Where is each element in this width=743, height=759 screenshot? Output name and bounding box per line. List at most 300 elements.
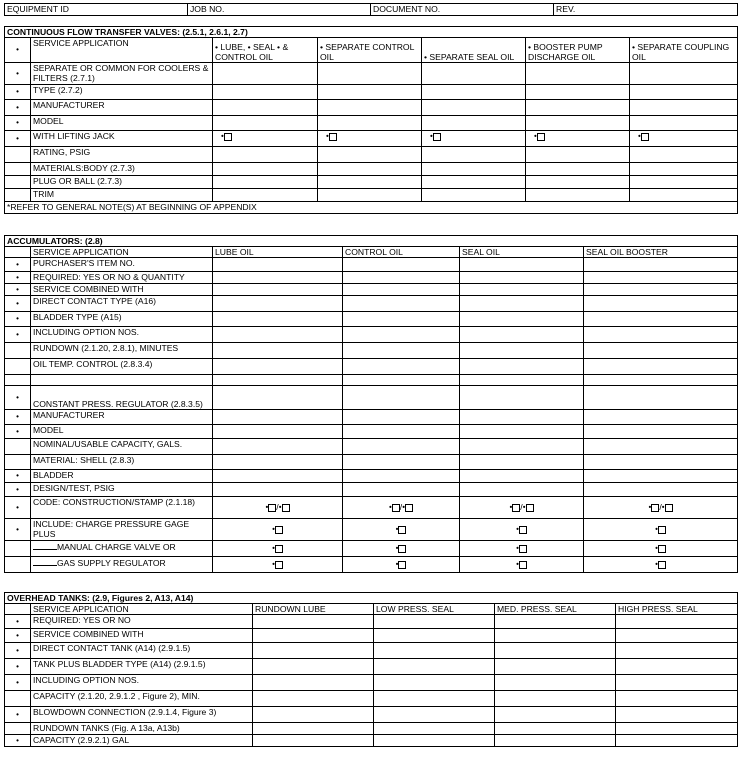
bullet: • — [326, 131, 329, 141]
input-cell[interactable] — [343, 483, 460, 497]
input-cell[interactable] — [213, 410, 343, 425]
acc-row-label: OIL TEMP. CONTROL (2.8.3.4) — [31, 359, 213, 375]
input-cell[interactable] — [213, 258, 343, 272]
ot-row-label: TANK PLUS BLADDER TYPE (A14) (2.9.1.5) — [31, 659, 253, 675]
input-cell[interactable] — [526, 116, 630, 131]
accumulators-title: ACCUMULATORS: (2.8) — [5, 236, 738, 247]
input-cell[interactable] — [343, 343, 460, 359]
cftv-row-label: RATING, PSIG — [31, 147, 213, 163]
input-cell[interactable] — [253, 735, 374, 747]
ot-col-high-press-seal: HIGH PRESS. SEAL — [616, 604, 738, 615]
checkbox[interactable] — [519, 561, 527, 569]
cftv-col-separate-coupling: • SEPARATE COUPLING OIL — [630, 38, 738, 63]
bullet: • — [5, 410, 31, 425]
input-cell[interactable] — [460, 410, 584, 425]
input-cell[interactable] — [318, 163, 422, 176]
input-cell[interactable] — [630, 147, 738, 163]
input-cell[interactable] — [616, 615, 738, 629]
bullet: • — [388, 502, 392, 512]
input-cell[interactable] — [253, 691, 374, 707]
bullet: • — [395, 524, 399, 534]
input-cell[interactable] — [253, 723, 374, 735]
input-cell[interactable] — [630, 189, 738, 202]
blank-line[interactable] — [33, 541, 57, 550]
bullet: • — [395, 559, 399, 569]
acc-row-label: DIRECT CONTACT TYPE (A16) — [31, 296, 213, 312]
valve-cell[interactable] — [584, 541, 738, 557]
input-cell[interactable] — [630, 163, 738, 176]
bullet: • — [278, 502, 282, 512]
acc-row-label: NOMINAL/USABLE CAPACITY, GALS. — [31, 439, 213, 455]
checkbox[interactable] — [641, 133, 649, 141]
ot-service-application: SERVICE APPLICATION — [31, 604, 253, 615]
input-cell[interactable] — [495, 615, 616, 629]
input-cell[interactable] — [343, 386, 460, 410]
input-cell[interactable] — [343, 375, 460, 386]
input-cell[interactable] — [460, 312, 584, 327]
cftv-row-label: PLUG OR BALL (2.7.3) — [31, 176, 213, 189]
bullet: • — [221, 131, 224, 141]
acc-col-lube-oil: LUBE OIL — [213, 247, 343, 258]
input-cell[interactable] — [318, 85, 422, 100]
input-cell[interactable] — [460, 439, 584, 455]
equipment-id-label: EQUIPMENT ID — [7, 4, 69, 14]
input-cell[interactable] — [318, 100, 422, 116]
input-cell[interactable] — [213, 483, 343, 497]
input-cell[interactable] — [213, 272, 343, 284]
input-cell[interactable] — [495, 691, 616, 707]
lifting-jack-cell[interactable] — [213, 131, 318, 147]
input-cell[interactable] — [343, 272, 460, 284]
bullet: • — [265, 502, 269, 512]
gage-cell[interactable] — [343, 519, 460, 541]
input-cell[interactable] — [616, 675, 738, 691]
input-cell[interactable] — [460, 455, 584, 470]
input-cell[interactable] — [213, 439, 343, 455]
bullet: • — [430, 131, 433, 141]
input-cell[interactable] — [213, 425, 343, 439]
bullet: • — [522, 502, 526, 512]
bullet: • — [655, 524, 658, 534]
input-cell[interactable] — [343, 425, 460, 439]
input-cell[interactable] — [526, 189, 630, 202]
code-stamp-cell[interactable]: • /• — [460, 497, 584, 519]
bullet: • — [5, 258, 31, 272]
bullet: • — [272, 543, 275, 553]
bullet: • — [272, 524, 275, 534]
acc-row-label: MATERIAL: SHELL (2.8.3) — [31, 455, 213, 470]
ot-row-label: CAPACITY (2.9.2.1) GAL — [31, 735, 253, 747]
gage-cell[interactable] — [213, 519, 343, 541]
input-cell[interactable] — [343, 455, 460, 470]
checkbox[interactable] — [405, 504, 413, 512]
input-cell[interactable] — [253, 615, 374, 629]
bullet: • — [5, 272, 31, 284]
input-cell[interactable] — [422, 85, 526, 100]
input-cell[interactable] — [460, 284, 584, 296]
checkbox[interactable] — [537, 133, 545, 141]
input-cell[interactable] — [318, 176, 422, 189]
acc-row-label: INCLUDING OPTION NOS. — [31, 327, 213, 343]
input-cell[interactable] — [213, 296, 343, 312]
input-cell[interactable] — [253, 707, 374, 723]
ot-row-label: CAPACITY (2.1.20, 2.9.1.2 , Figure 2), MIN. — [31, 691, 253, 707]
input-cell[interactable] — [422, 116, 526, 131]
input-cell[interactable] — [584, 284, 738, 296]
input-cell[interactable] — [374, 723, 495, 735]
input-cell[interactable] — [374, 735, 495, 747]
checkbox[interactable] — [392, 504, 400, 512]
ot-row-label: BLOWDOWN CONNECTION (2.9.1.4, Figure 3) — [31, 707, 253, 723]
input-cell[interactable] — [526, 163, 630, 176]
input-cell[interactable] — [213, 189, 318, 202]
input-cell[interactable] — [422, 189, 526, 202]
bullet: • — [638, 131, 641, 141]
checkbox[interactable] — [519, 526, 527, 534]
bullet: • — [5, 659, 31, 675]
input-cell[interactable] — [584, 386, 738, 410]
cftv-col-booster-pump: • BOOSTER PUMP DISCHARGE OIL — [526, 38, 630, 63]
input-cell[interactable] — [374, 659, 495, 675]
code-stamp-cell[interactable]: • /• — [584, 497, 738, 519]
cftv-title: CONTINUOUS FLOW TRANSFER VALVES: (2.5.1, 2.6.1, 2.7) — [5, 27, 738, 38]
input-cell[interactable] — [213, 147, 318, 163]
regulator-cell[interactable] — [343, 557, 460, 573]
document-no-field[interactable] — [371, 4, 554, 16]
input-cell[interactable] — [213, 163, 318, 176]
input-cell[interactable] — [584, 327, 738, 343]
input-cell[interactable] — [526, 147, 630, 163]
acc-row-label: PURCHASER'S ITEM NO. — [31, 258, 213, 272]
cftv-row-label: TRIM — [31, 189, 213, 202]
checkbox[interactable] — [658, 545, 666, 553]
input-cell[interactable] — [584, 296, 738, 312]
bullet: • — [5, 643, 31, 659]
input-cell[interactable] — [495, 723, 616, 735]
input-cell[interactable] — [343, 470, 460, 483]
bullet: • — [5, 615, 31, 629]
input-cell[interactable] — [584, 425, 738, 439]
input-cell[interactable] — [318, 147, 422, 163]
input-cell[interactable] — [213, 284, 343, 296]
regulator-cell[interactable] — [584, 557, 738, 573]
cftv-col-separate-seal: • SEPARATE SEAL OIL — [422, 38, 526, 63]
regulator-cell[interactable] — [460, 557, 584, 573]
input-cell[interactable] — [495, 735, 616, 747]
ot-col-med-press-seal: MED. PRESS. SEAL — [495, 604, 616, 615]
bullet: • — [509, 502, 513, 512]
bullet: • — [5, 386, 31, 410]
input-cell[interactable] — [526, 85, 630, 100]
input-cell[interactable] — [253, 659, 374, 675]
input-cell[interactable] — [213, 386, 343, 410]
bullet: • — [5, 100, 31, 116]
input-cell[interactable] — [343, 296, 460, 312]
input-cell[interactable] — [630, 176, 738, 189]
job-no-label: JOB NO. — [190, 4, 225, 14]
input-cell[interactable] — [374, 615, 495, 629]
input-cell[interactable] — [460, 296, 584, 312]
accumulators-table — [4, 235, 738, 573]
overhead-tanks-table — [4, 592, 738, 747]
acc-col-seal-oil-booster: SEAL OIL BOOSTER — [584, 247, 738, 258]
blank-line[interactable] — [33, 557, 57, 566]
rev-field[interactable] — [554, 4, 738, 16]
input-cell[interactable] — [584, 312, 738, 327]
checkbox[interactable] — [275, 545, 283, 553]
input-cell[interactable] — [616, 659, 738, 675]
input-cell[interactable] — [616, 723, 738, 735]
input-cell[interactable] — [213, 312, 343, 327]
input-cell[interactable] — [584, 272, 738, 284]
ot-row-label: RUNDOWN TANKS (Fig. A 13a, A13b) — [31, 723, 253, 735]
ot-row-label: SERVICE COMBINED WITH — [31, 629, 253, 643]
input-cell[interactable] — [460, 470, 584, 483]
valve-cell[interactable] — [213, 541, 343, 557]
bullet: • — [5, 707, 31, 723]
input-cell[interactable] — [213, 327, 343, 343]
input-cell[interactable] — [526, 176, 630, 189]
input-cell[interactable] — [253, 643, 374, 659]
input-cell[interactable] — [213, 343, 343, 359]
bullet: • — [5, 38, 31, 63]
ot-row-label: DIRECT CONTACT TANK (A14) (2.9.1.5) — [31, 643, 253, 659]
input-cell[interactable] — [343, 410, 460, 425]
acc-row-label — [31, 375, 213, 386]
input-cell[interactable] — [616, 629, 738, 643]
bullet: • — [5, 735, 31, 747]
input-cell[interactable] — [584, 470, 738, 483]
checkbox[interactable] — [519, 545, 527, 553]
ot-row-label: REQUIRED: YES OR NO — [31, 615, 253, 629]
acc-row-label: SERVICE COMBINED WITH — [31, 284, 213, 296]
acc-row-label: MANUFACTURER — [31, 410, 213, 425]
input-cell[interactable] — [213, 455, 343, 470]
input-cell[interactable] — [616, 643, 738, 659]
input-cell[interactable] — [318, 63, 422, 85]
input-cell[interactable] — [213, 63, 318, 85]
input-cell[interactable] — [374, 675, 495, 691]
checkbox[interactable] — [395, 543, 406, 553]
checkbox[interactable] — [395, 559, 406, 569]
bullet: • — [5, 675, 31, 691]
header-table — [4, 3, 738, 16]
acc-row-label-cell — [31, 541, 213, 557]
input-cell[interactable] — [495, 643, 616, 659]
bullet: • — [5, 116, 31, 131]
acc-row-label: RUNDOWN (2.1.20, 2.8.1), MINUTES — [31, 343, 213, 359]
input-cell[interactable] — [213, 375, 343, 386]
input-cell[interactable] — [584, 258, 738, 272]
acc-row-label: MODEL — [31, 425, 213, 439]
input-cell[interactable] — [460, 425, 584, 439]
acc-row-label: MANUAL CHARGE VALVE OR — [57, 542, 176, 552]
bullet: • — [5, 284, 31, 296]
input-cell[interactable] — [422, 63, 526, 85]
gage-cell[interactable] — [584, 519, 738, 541]
input-cell[interactable] — [460, 483, 584, 497]
checkbox[interactable] — [658, 561, 666, 569]
checkbox[interactable] — [433, 133, 441, 141]
checkbox[interactable] — [329, 133, 337, 141]
gage-cell[interactable] — [460, 519, 584, 541]
acc-col-control-oil: CONTROL OIL — [343, 247, 460, 258]
input-cell[interactable] — [422, 176, 526, 189]
bullet: • — [5, 85, 31, 100]
input-cell[interactable] — [253, 629, 374, 643]
input-cell[interactable] — [460, 386, 584, 410]
overhead-title: OVERHEAD TANKS: (2.9, Figures 2, A13, A14) — [5, 593, 738, 604]
acc-service-application: SERVICE APPLICATION — [31, 247, 213, 258]
bullet: • — [5, 470, 31, 483]
input-cell[interactable] — [616, 691, 738, 707]
checkbox[interactable] — [395, 524, 406, 534]
input-cell[interactable] — [616, 707, 738, 723]
checkbox[interactable] — [268, 504, 276, 512]
input-cell[interactable] — [526, 100, 630, 116]
input-cell[interactable] — [343, 284, 460, 296]
cftv-row-label: SEPARATE OR COMMON FOR COOLERS & FILTERS (2.7.1) — [31, 63, 213, 85]
acc-row-label-cell — [31, 557, 213, 573]
code-stamp-cell[interactable]: • /• — [343, 497, 460, 519]
bullet: • — [655, 543, 658, 553]
input-cell[interactable] — [495, 707, 616, 723]
bullet: • — [5, 497, 31, 519]
bullet: • — [5, 296, 31, 312]
input-cell[interactable] — [213, 116, 318, 131]
acc-row-label: BLADDER TYPE (A15) — [31, 312, 213, 327]
lifting-jack-cell[interactable] — [422, 131, 526, 147]
valve-cell[interactable] — [460, 541, 584, 557]
bullet: • — [5, 327, 31, 343]
equipment-id-field[interactable] — [5, 4, 188, 16]
cftv-row-label: TYPE (2.7.2) — [31, 85, 213, 100]
input-cell[interactable] — [460, 272, 584, 284]
cftv-row-label: MATERIALS:BODY (2.7.3) — [31, 163, 213, 176]
input-cell[interactable] — [460, 343, 584, 359]
bullet: • — [272, 559, 275, 569]
ot-row-label: INCLUDING OPTION NOS. — [31, 675, 253, 691]
checkbox[interactable] — [665, 504, 673, 512]
checkbox[interactable] — [512, 504, 520, 512]
input-cell[interactable] — [584, 375, 738, 386]
checkbox[interactable] — [275, 526, 283, 534]
input-cell[interactable] — [343, 258, 460, 272]
checkbox[interactable] — [526, 504, 534, 512]
input-cell[interactable] — [460, 375, 584, 386]
input-cell[interactable] — [213, 470, 343, 483]
code-stamp-cell[interactable]: • /• — [213, 497, 343, 519]
lifting-jack-cell[interactable] — [526, 131, 630, 147]
input-cell[interactable] — [374, 691, 495, 707]
regulator-cell[interactable] — [213, 557, 343, 573]
input-cell[interactable] — [343, 327, 460, 343]
cftv-service-application: SERVICE APPLICATION — [31, 38, 213, 63]
input-cell[interactable] — [584, 455, 738, 470]
input-cell[interactable] — [213, 359, 343, 375]
job-no-field[interactable] — [188, 4, 371, 16]
lifting-jack-cell[interactable] — [318, 131, 422, 147]
input-cell[interactable] — [343, 439, 460, 455]
bullet: • — [5, 312, 31, 327]
input-cell[interactable] — [343, 359, 460, 375]
acc-row-label: CODE: CONSTRUCTION/STAMP (2.1.18) — [31, 497, 213, 519]
input-cell[interactable] — [495, 659, 616, 675]
cftv-col-separate-control: • SEPARATE CONTROL OIL — [318, 38, 422, 63]
input-cell[interactable] — [584, 439, 738, 455]
input-cell[interactable] — [374, 643, 495, 659]
acc-row-label: DESIGN/TEST, PSIG — [31, 483, 213, 497]
checkbox[interactable] — [658, 526, 666, 534]
input-cell[interactable] — [630, 116, 738, 131]
input-cell[interactable] — [616, 735, 738, 747]
ot-col-low-press-seal: LOW PRESS. SEAL — [374, 604, 495, 615]
input-cell[interactable] — [630, 63, 738, 85]
valve-cell[interactable] — [343, 541, 460, 557]
acc-row-label: BLADDER — [31, 470, 213, 483]
bullet: • — [402, 502, 405, 512]
ot-col-rundown-lube: RUNDOWN LUBE — [253, 604, 374, 615]
bullet: • — [5, 629, 31, 643]
input-cell[interactable] — [460, 327, 584, 343]
cftv-table — [4, 26, 738, 214]
bullet: • — [5, 425, 31, 439]
acc-row-label: GAS SUPPLY REGULATOR — [57, 558, 166, 568]
input-cell[interactable] — [374, 629, 495, 643]
acc-row-label: REQUIRED: YES OR NO & QUANTITY — [31, 272, 213, 284]
input-cell[interactable] — [495, 675, 616, 691]
input-cell[interactable] — [584, 343, 738, 359]
lifting-jack-cell[interactable] — [630, 131, 738, 147]
bullet: • — [516, 543, 519, 553]
input-cell[interactable] — [318, 116, 422, 131]
input-cell[interactable] — [213, 100, 318, 116]
bullet: • — [516, 559, 519, 569]
checkbox[interactable] — [282, 504, 290, 512]
input-cell[interactable] — [460, 359, 584, 375]
checkbox[interactable] — [224, 133, 232, 141]
input-cell[interactable] — [374, 707, 495, 723]
input-cell[interactable] — [343, 312, 460, 327]
input-cell[interactable] — [630, 100, 738, 116]
input-cell[interactable] — [422, 163, 526, 176]
checkbox[interactable] — [648, 502, 659, 512]
input-cell[interactable] — [526, 63, 630, 85]
input-cell[interactable] — [422, 100, 526, 116]
input-cell[interactable] — [584, 359, 738, 375]
input-cell[interactable] — [213, 85, 318, 100]
bullet: • — [5, 131, 31, 147]
cftv-col-lube-seal-control: • LUBE, • SEAL • & CONTROL OIL — [213, 38, 318, 63]
input-cell[interactable] — [584, 483, 738, 497]
bullet: • — [516, 524, 519, 534]
input-cell[interactable] — [630, 85, 738, 100]
bullet: • — [395, 543, 399, 553]
general-note: *REFER TO GENERAL NOTE(S) AT BEGINNING OF APPENDIX — [5, 202, 738, 214]
input-cell[interactable] — [253, 675, 374, 691]
input-cell[interactable] — [460, 258, 584, 272]
input-cell[interactable] — [318, 189, 422, 202]
checkbox[interactable] — [275, 561, 283, 569]
bullet: • — [648, 502, 652, 512]
bullet: • — [534, 131, 537, 141]
bullet: • — [661, 502, 665, 512]
input-cell[interactable] — [422, 147, 526, 163]
input-cell[interactable] — [584, 410, 738, 425]
input-cell[interactable] — [213, 176, 318, 189]
input-cell[interactable] — [495, 629, 616, 643]
cftv-row-label: MODEL — [31, 116, 213, 131]
